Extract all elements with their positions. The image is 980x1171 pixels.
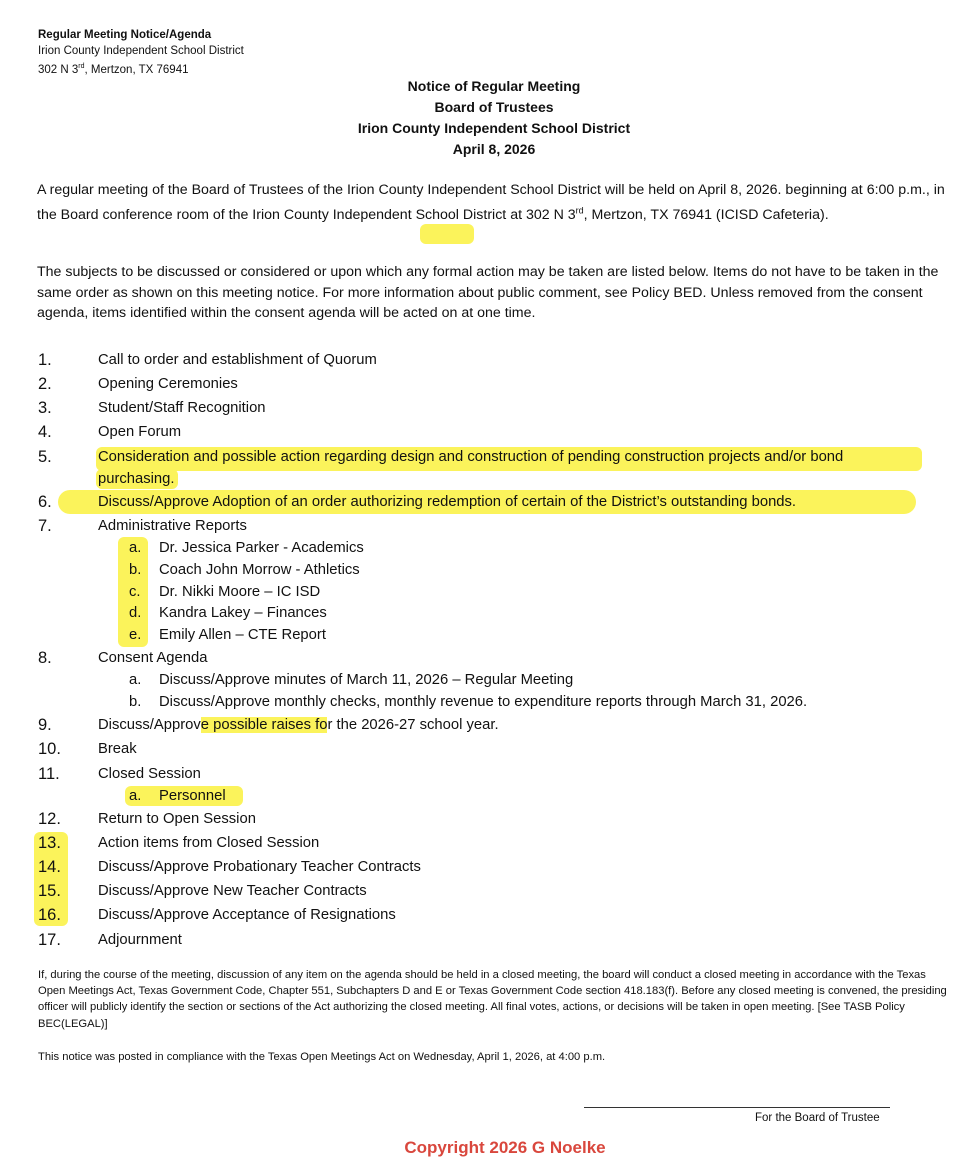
posted-note: This notice was posted in compliance with the Texas Open Meetings Act on Wednesday, April 1, 2026, at 4:00 p.m. (38, 1051, 606, 1063)
intro-paragraph-1: A regular meeting of the Board of Trustees of the Irion County Independent School District will be held on April 8, 2026. beginning at 6:00 p.m., in the Board conference room of the Irion County Independent School District at 302 N 3rd, Mertzon, TX 76941 (ICISD Cafeteria). (37, 182, 945, 224)
header-district: Irion County Independent School District (38, 45, 244, 57)
signature-label: For the Board of Trustee (755, 1112, 880, 1124)
intro-paragraph-2: The subjects to be discussed or considered or upon which any formal action may be taken are listed below. Items do not have to be taken in the same order as shown on this meeting notice. For more information about public comment, see Policy BED. Unless removed from the consent agenda, items identified within the consent agenda will be acted on at one time. (37, 264, 939, 321)
district-title: Irion County Independent School District (357, 120, 631, 136)
copyright: Copyright 2026 G Noelke (404, 1138, 606, 1157)
meeting-date: April 8, 2026 (452, 141, 536, 157)
signature-line (584, 1107, 890, 1108)
board-title: Board of Trustees (434, 99, 554, 115)
header-title: Regular Meeting Notice/Agenda (38, 29, 212, 41)
closed-meeting-note: If, during the course of the meeting, discussion of any item on the agenda should be held in a closed meeting, the board will conduct a closed meeting in accordance with the Texas Open Meetings Act, Texas Government Code, Chapter 551, Subchapters D and E or Texas Government Code section 418.183(f). Before any closed meeting is convened, the presiding officer will publicly identify the section or sections of the Act authorizing the closed meeting. All final votes, actions, or decisions will be taken in open meeting. [See TASB Policy BEC(LEGAL)] (38, 969, 947, 1030)
highlight-mark (420, 224, 474, 244)
header-address: 302 N 3rd, Mertzon, TX 76941 (38, 63, 189, 76)
notice-title: Notice of Regular Meeting (407, 78, 581, 94)
